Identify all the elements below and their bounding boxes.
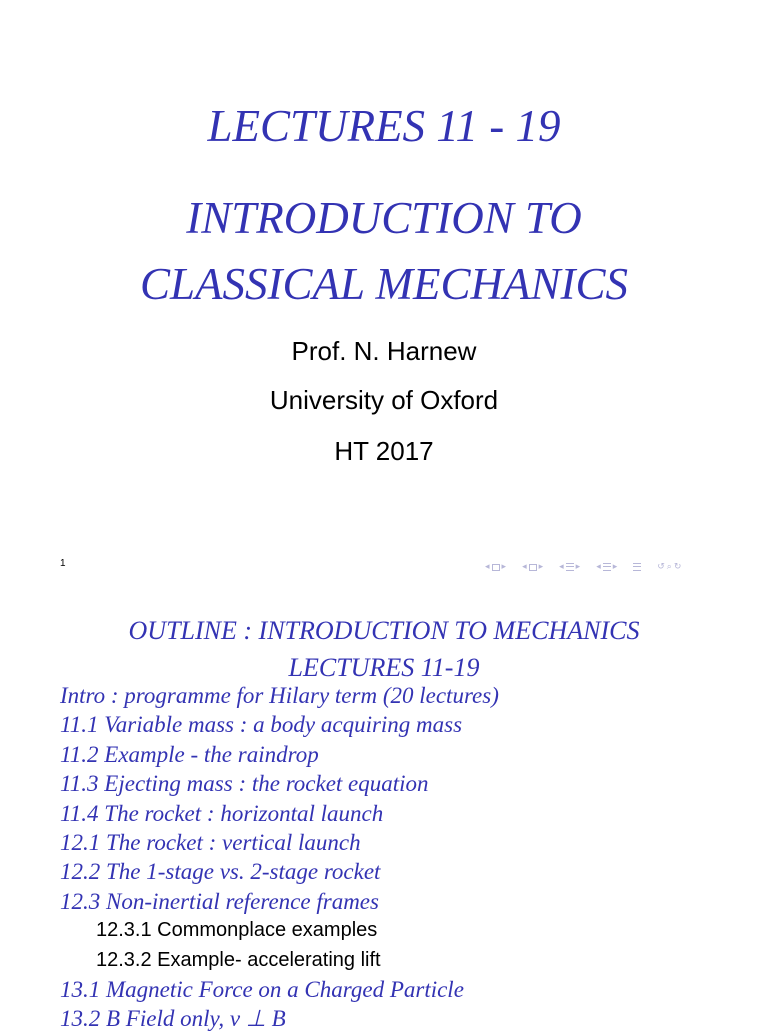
nav-section-prev-icon[interactable]: ◂: [559, 562, 564, 572]
outline-item: Intro : programme for Hilary term (20 lectures): [60, 683, 499, 708]
nav-page-group[interactable]: [595, 562, 618, 572]
nav-page-prev-icon[interactable]: ◂: [596, 562, 601, 572]
outline-subitem: 12.3.1 Commonplace examples: [96, 919, 378, 942]
nav-frame-group[interactable]: [484, 562, 507, 572]
slide-number: 1: [60, 558, 66, 569]
nav-page-next-icon[interactable]: ▸: [612, 562, 618, 572]
slide2-title-line1: OUTLINE : INTRODUCTION TO MECHANICS: [128, 616, 640, 645]
beamer-navigation-bar[interactable]: [484, 560, 682, 574]
outline-item: 11.3 Ejecting mass : the rocket equation: [60, 771, 429, 797]
slide2-title-line2: LECTURES 11-19: [288, 653, 480, 682]
outline-item: 13.2 B Field only, v ⊥ B: [60, 1006, 286, 1032]
nav-forward-icon[interactable]: ↻: [673, 562, 682, 572]
outline-list: [60, 681, 499, 1034]
outline-item: 12.1 The rocket : vertical launch: [60, 829, 361, 855]
nav-search-group[interactable]: [656, 562, 682, 572]
slide1-title-line2: INTRODUCTION TO: [186, 193, 582, 243]
nav-page-icon[interactable]: [603, 563, 611, 571]
nav-back-icon[interactable]: ↺: [657, 562, 665, 572]
nav-subsection-next-icon[interactable]: ▸: [538, 562, 544, 572]
term-label: HT 2017: [334, 436, 434, 466]
nav-section-next-icon[interactable]: ▸: [575, 562, 581, 572]
slide1-title-line1: LECTURES 11 - 19: [207, 101, 561, 151]
outline-item: 11.1 Variable mass : a body acquiring mass: [60, 712, 463, 738]
nav-doc-icon[interactable]: [633, 563, 641, 571]
outline-item: 13.1 Magnetic Force on a Charged Particle: [60, 976, 464, 1002]
nav-next-icon[interactable]: ▸: [501, 562, 507, 572]
nav-frame-icon[interactable]: [492, 564, 500, 571]
nav-search-icon[interactable]: ⌕: [666, 562, 672, 572]
outline-item: 11.2 Example - the raindrop: [60, 741, 319, 767]
outline-item: 12.3 Non-inertial reference frames: [60, 888, 379, 914]
author-name: Prof. N. Harnew: [291, 336, 477, 366]
outline-item: 11.4 The rocket : horizontal launch: [60, 800, 384, 826]
slide1-title-line3: CLASSICAL MECHANICS: [140, 259, 628, 309]
nav-section-group[interactable]: [558, 562, 581, 572]
nav-subsection-icon[interactable]: [529, 564, 537, 571]
nav-subsection-prev-icon[interactable]: ◂: [522, 562, 527, 572]
outline-item: 12.2 The 1-stage vs. 2-stage rocket: [60, 859, 381, 885]
institution-name: University of Oxford: [269, 385, 499, 415]
nav-section-icon[interactable]: [566, 563, 574, 571]
outline-subitem: 12.3.2 Example- accelerating lift: [96, 948, 381, 971]
nav-doc-group[interactable]: [632, 563, 642, 571]
nav-subsection-group[interactable]: [521, 562, 544, 572]
nav-prev-icon[interactable]: ◂: [485, 562, 490, 572]
